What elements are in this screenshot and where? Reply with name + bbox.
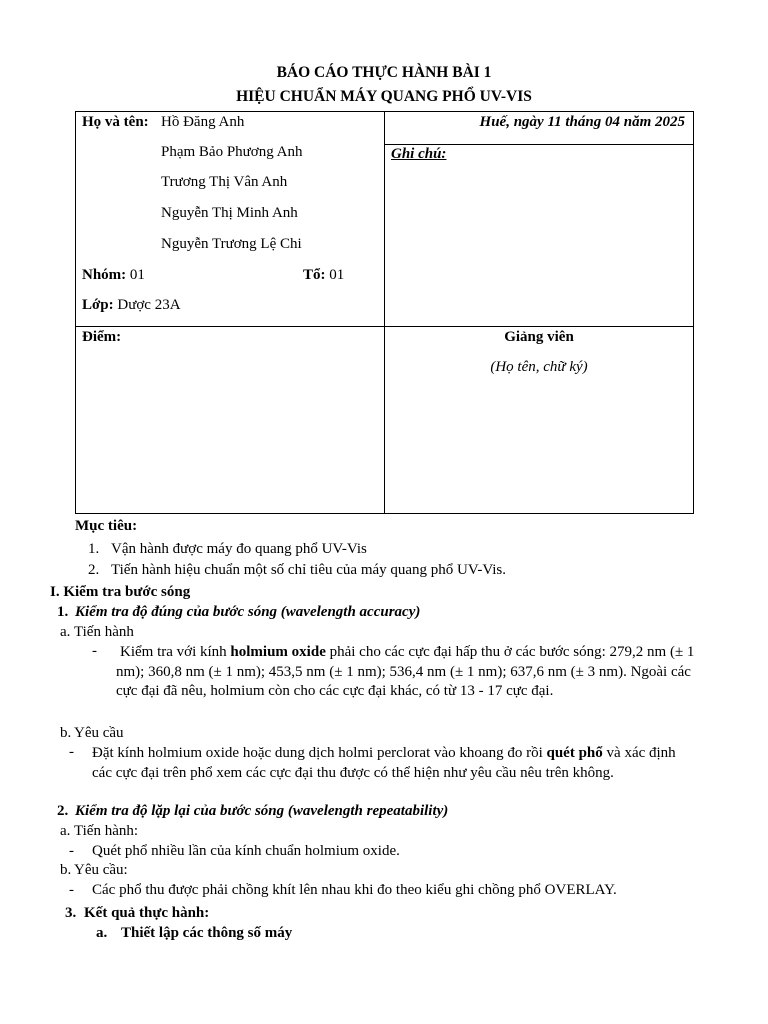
class-field — [82, 297, 181, 314]
requirement-paragraph — [92, 744, 696, 783]
class-label: Lớp: — [82, 297, 114, 313]
group-value: 01 — [129, 267, 145, 283]
member-name: Nguyễn Trương Lệ Chi — [161, 236, 302, 252]
item-title: Yêu cầu: — [74, 862, 128, 878]
item-title: Yêu cầu — [74, 725, 124, 741]
item-label: a. — [60, 624, 71, 640]
dash-marker: - — [69, 744, 74, 760]
member-name: Hồ Đăng Anh — [161, 114, 245, 130]
team-value: 01 — [329, 267, 345, 283]
team-field — [303, 267, 344, 284]
dash-marker: - — [69, 882, 74, 898]
item-label: b. — [60, 862, 72, 878]
member-name: Nguyễn Thị Minh Anh — [161, 205, 298, 221]
table-divider-date — [384, 144, 693, 145]
item-title: Tiến hành — [74, 624, 134, 640]
subsection-title: Kiểm tra độ đúng của bước sóng (wavelength accuracy) — [75, 604, 421, 620]
subsection-number: 1. — [57, 604, 69, 620]
subsection-number: 2. — [57, 803, 69, 819]
item-title: Thiết lập các thông số máy — [121, 925, 293, 941]
subsection-title: Kết quả thực hành: — [84, 905, 210, 921]
lecturer-signature-hint: (Họ tên, chữ ký) — [490, 359, 588, 375]
lecturer-label: Giảng viên — [504, 329, 574, 345]
name-label: Họ và tên: — [82, 114, 149, 130]
text-run-bold: quét phổ — [546, 745, 603, 761]
note-label: Ghi chú: — [391, 146, 447, 162]
text-run: Đặt kính holmium oxide hoặc dung dịch holmi perclorat vào khoang đo rồi — [92, 745, 547, 761]
objective-item: Vận hành được máy đo quang phổ UV-Vis — [111, 541, 367, 557]
member-name: Phạm Bảo Phương Anh — [161, 144, 303, 160]
objective-number: 2. — [88, 562, 100, 578]
item-label: a. — [60, 823, 71, 839]
text-run: Kiểm tra với kính — [120, 644, 231, 660]
item-title: Tiến hành: — [74, 823, 139, 839]
subsection-title: Kiểm tra độ lặp lại của bước sóng (wavelength repeatability) — [75, 803, 449, 819]
section-heading: I. Kiểm tra bước sóng — [50, 584, 191, 600]
procedure-text: Quét phổ nhiều lần của kính chuẩn holmium oxide. — [92, 843, 400, 859]
team-label: Tổ: — [303, 267, 326, 283]
objectives-heading: Mục tiêu: — [75, 518, 138, 534]
item-label: a. — [96, 925, 108, 941]
group-label: Nhóm: — [82, 267, 127, 283]
member-name: Trương Thị Vân Anh — [161, 174, 288, 190]
score-label: Điểm: — [82, 329, 122, 345]
subsection-number: 3. — [65, 905, 77, 921]
item-label: b. — [60, 725, 72, 741]
table-divider-vertical — [384, 112, 385, 513]
text-run: và xác định các cực đại trên phổ xem các cực đại thu được có thể hiện như yêu cầu nêu trên không. — [92, 745, 676, 781]
report-title: BÁO CÁO THỰC HÀNH BÀI 1 — [276, 64, 492, 81]
procedure-paragraph — [116, 643, 696, 702]
dash-marker: - — [69, 843, 74, 859]
group-field — [82, 267, 145, 284]
text-run-bold: holmium oxide — [230, 644, 326, 660]
text-run: phải cho các cực đại hấp thu ở các bước sóng: 279,2 nm (± 1 nm); 360,8 nm (± 1 nm); 453,5 nm (± 1 nm); 536,4 nm (± 1 nm); 637,6 nm (± 3 nm). Ngoài các cực đại đã nêu, holmium còn cho các cực đại khác, có từ 13 - 17 cực đại. — [116, 644, 695, 699]
report-date: Huế, ngày 11 tháng 04 năm 2025 — [479, 114, 685, 130]
report-subtitle: HIỆU CHUẨN MÁY QUANG PHỔ UV-VIS — [236, 88, 532, 105]
requirement-text: Các phổ thu được phải chồng khít lên nhau khi đo theo kiểu ghi chồng phổ OVERLAY. — [92, 882, 617, 898]
dash-marker: - — [92, 643, 97, 659]
objective-number: 1. — [88, 541, 100, 557]
class-value: Dược 23A — [117, 297, 181, 313]
objective-item: Tiến hành hiệu chuẩn một số chỉ tiêu của máy quang phổ UV-Vis. — [111, 562, 507, 578]
table-divider-middle — [76, 326, 693, 327]
